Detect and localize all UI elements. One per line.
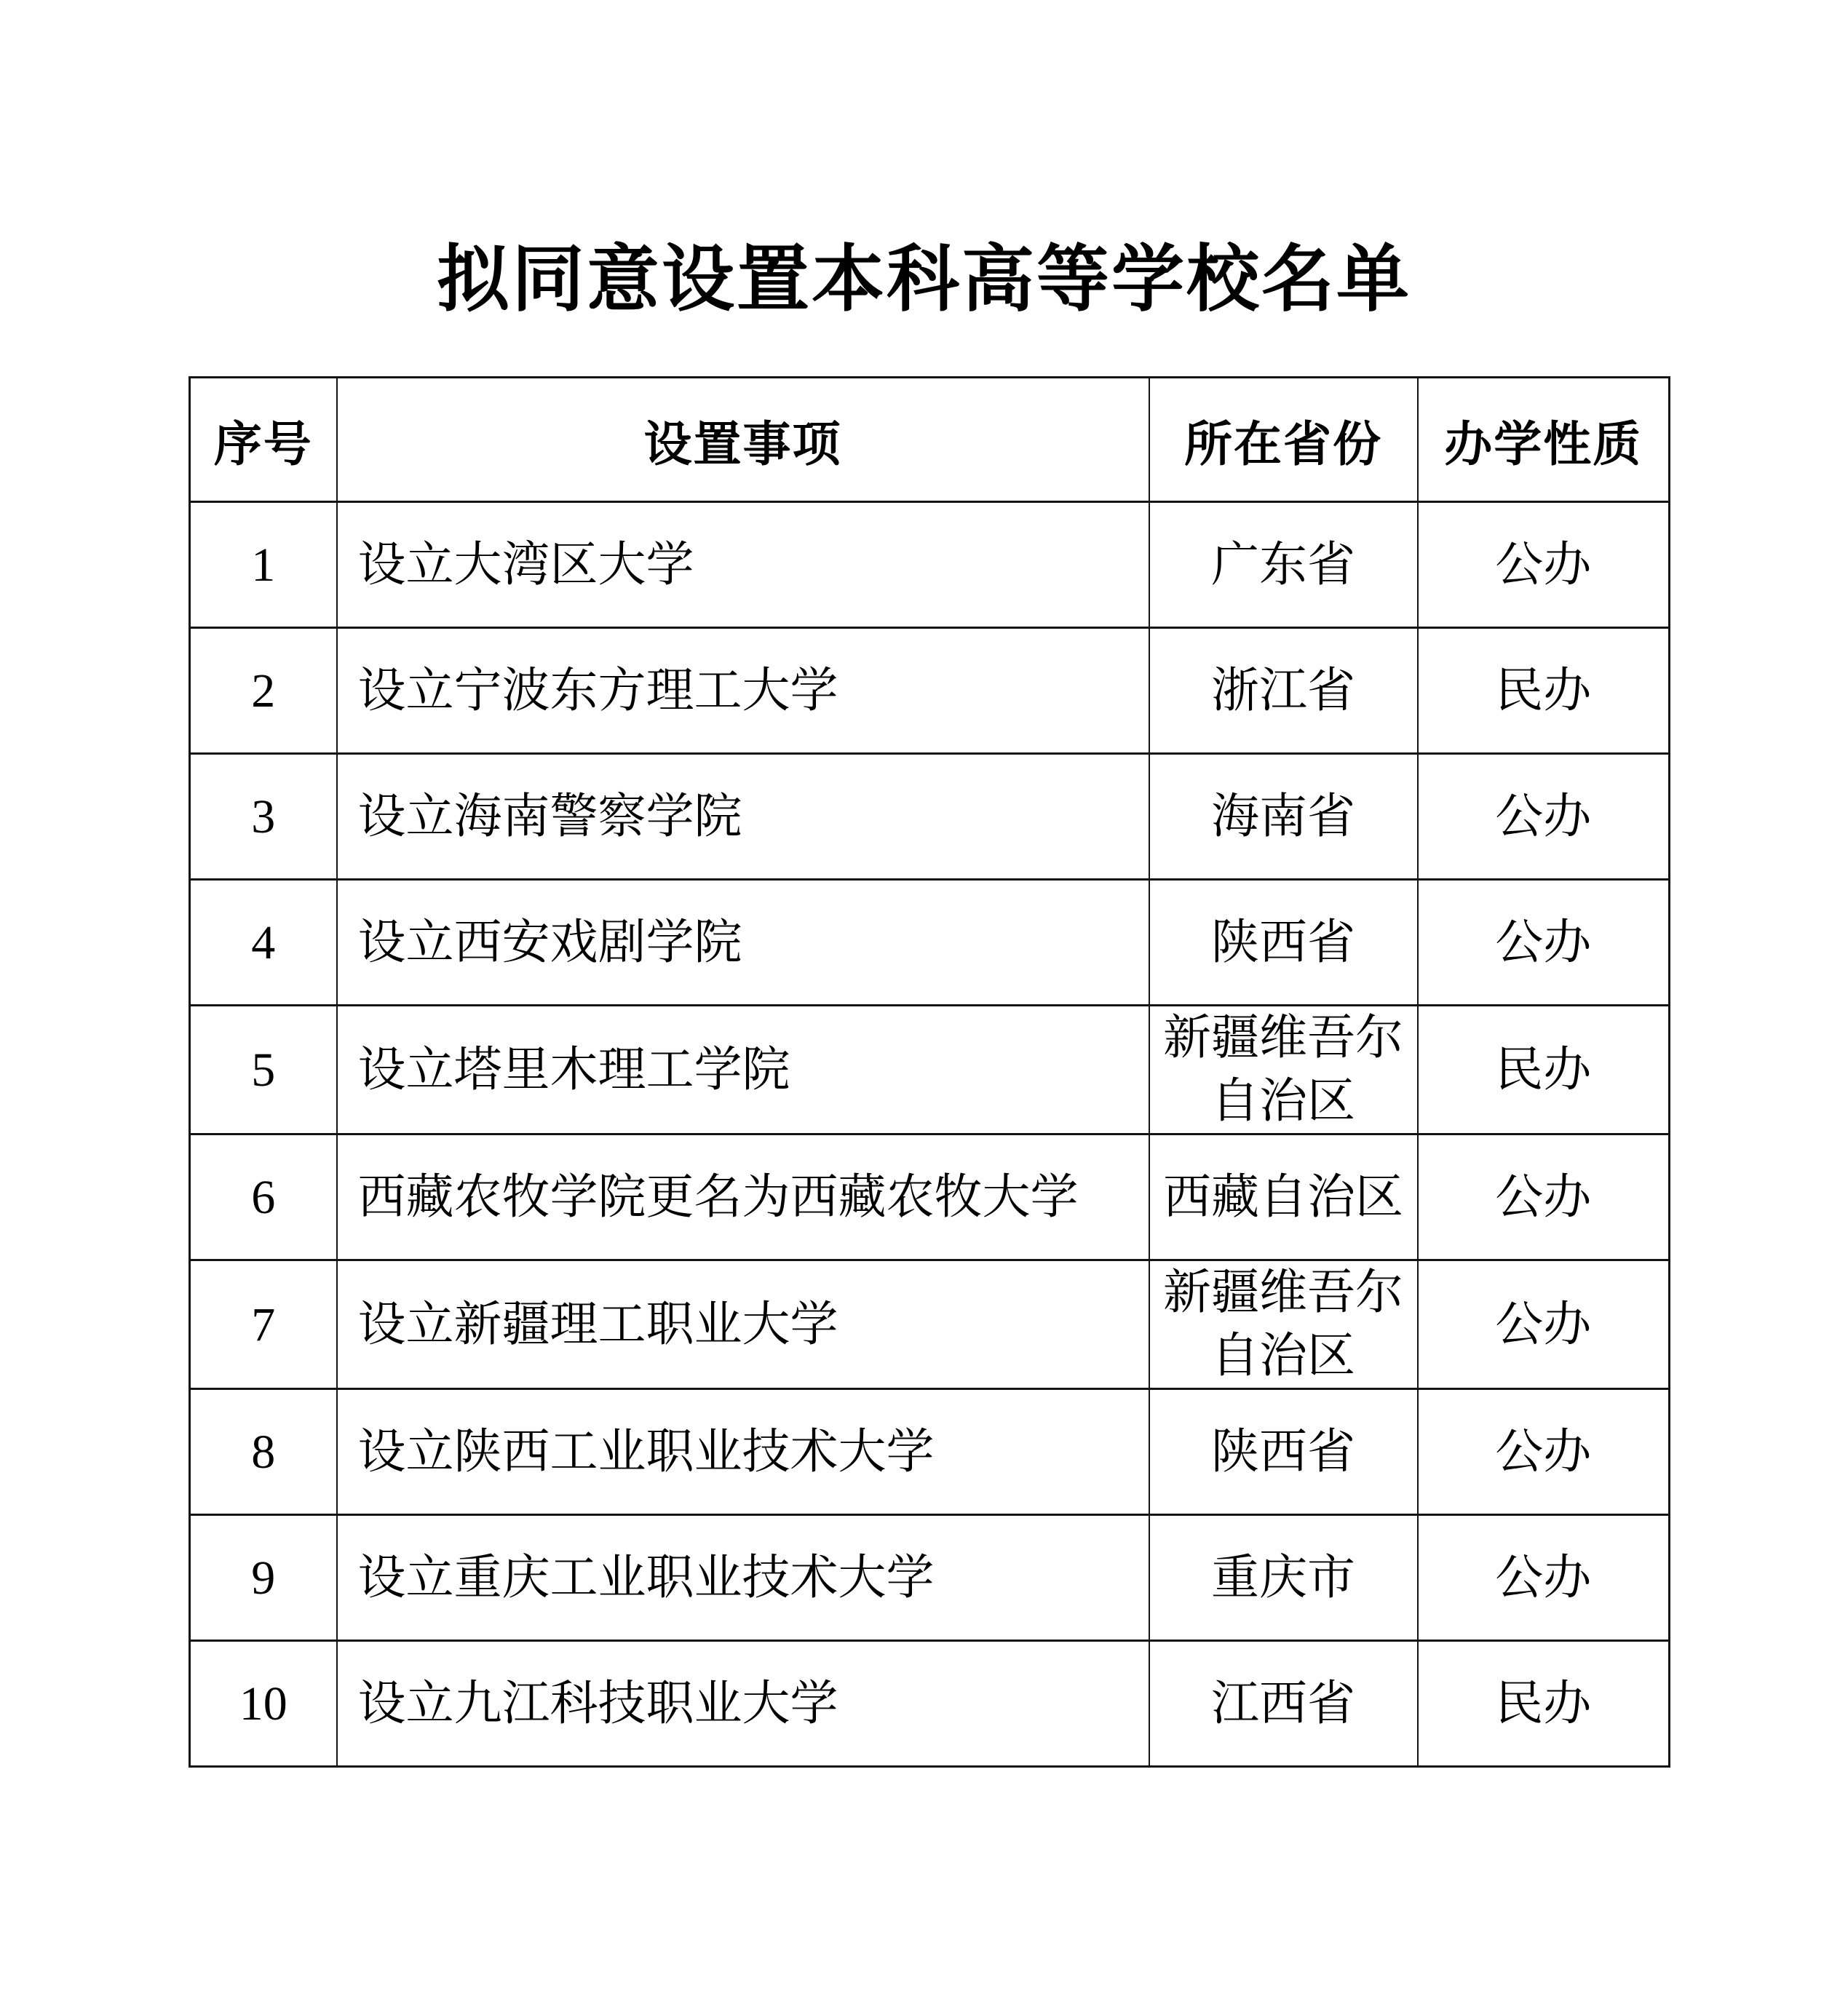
nature-cell: 公办	[1418, 1134, 1670, 1260]
table-row	[190, 1134, 1670, 1260]
table-row	[190, 1260, 1670, 1389]
item-cell: 设立西安戏剧学院	[337, 880, 1149, 1006]
row-number-cell: 9	[190, 1515, 337, 1641]
row-number-cell: 5	[190, 1006, 337, 1134]
item-cell: 设立陕西工业职业技术大学	[337, 1389, 1149, 1515]
table-row	[190, 1006, 1670, 1134]
row-number-cell: 6	[190, 1134, 337, 1260]
province-cell: 新疆维吾尔自治区	[1149, 1006, 1418, 1134]
item-cell: 设立塔里木理工学院	[337, 1006, 1149, 1134]
table-header-row	[190, 378, 1670, 502]
nature-cell: 公办	[1418, 502, 1670, 628]
nature-cell: 公办	[1418, 1515, 1670, 1641]
item-cell: 设立大湾区大学	[337, 502, 1149, 628]
header-item: 设置事项	[337, 378, 1149, 502]
province-cell: 浙江省	[1149, 628, 1418, 754]
item-cell: 西藏农牧学院更名为西藏农牧大学	[337, 1134, 1149, 1260]
row-number-cell: 1	[190, 502, 337, 628]
province-cell: 陕西省	[1149, 1389, 1418, 1515]
nature-cell: 公办	[1418, 880, 1670, 1006]
nature-cell: 公办	[1418, 1260, 1670, 1389]
item-cell: 设立重庆工业职业技术大学	[337, 1515, 1149, 1641]
item-cell: 设立宁波东方理工大学	[337, 628, 1149, 754]
nature-cell: 公办	[1418, 1389, 1670, 1515]
row-number-cell: 7	[190, 1260, 337, 1389]
header-nature: 办学性质	[1418, 378, 1670, 502]
table-row	[190, 1389, 1670, 1515]
province-cell: 西藏自治区	[1149, 1134, 1418, 1260]
province-cell: 江西省	[1149, 1641, 1418, 1767]
row-number-cell: 3	[190, 754, 337, 880]
header-no: 序号	[190, 378, 337, 502]
header-province: 所在省份	[1149, 378, 1418, 502]
item-cell: 设立海南警察学院	[337, 754, 1149, 880]
table-row	[190, 1515, 1670, 1641]
nature-cell: 民办	[1418, 628, 1670, 754]
table-row	[190, 880, 1670, 1006]
nature-cell: 民办	[1418, 1641, 1670, 1767]
table-row	[190, 1641, 1670, 1767]
province-cell: 广东省	[1149, 502, 1418, 628]
table-row	[190, 754, 1670, 880]
province-cell: 重庆市	[1149, 1515, 1418, 1641]
row-number-cell: 8	[190, 1389, 337, 1515]
row-number-cell: 10	[190, 1641, 337, 1767]
province-cell: 陕西省	[1149, 880, 1418, 1006]
nature-cell: 公办	[1418, 754, 1670, 880]
approval-table	[189, 376, 1670, 1768]
row-number-cell: 4	[190, 880, 337, 1006]
province-cell: 新疆维吾尔自治区	[1149, 1260, 1418, 1389]
nature-cell: 民办	[1418, 1006, 1670, 1134]
page-title: 拟同意设置本科高等学校名单	[437, 239, 1411, 320]
item-cell: 设立新疆理工职业大学	[337, 1260, 1149, 1389]
table-row	[190, 502, 1670, 628]
province-cell: 海南省	[1149, 754, 1418, 880]
table-row	[190, 628, 1670, 754]
row-number-cell: 2	[190, 628, 337, 754]
item-cell: 设立九江科技职业大学	[337, 1641, 1149, 1767]
